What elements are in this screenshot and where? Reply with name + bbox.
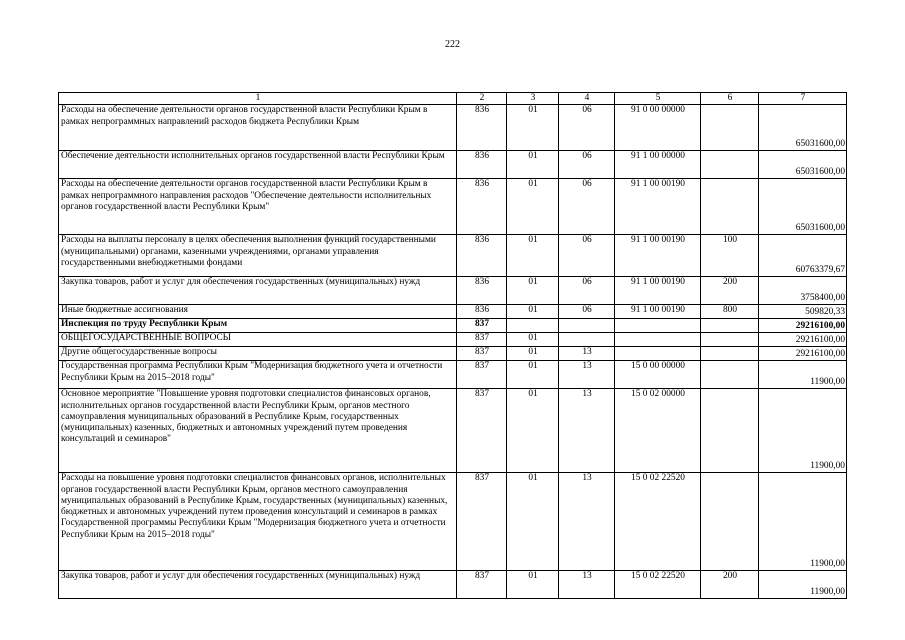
row-subsection: 06	[559, 235, 615, 277]
row-target-article: 15 0 02 22520	[615, 571, 701, 599]
row-section	[507, 319, 559, 333]
row-subsection: 06	[559, 179, 615, 235]
row-subsection: 06	[559, 105, 615, 151]
row-amount: 11900,00	[759, 389, 847, 473]
row-expense-type: 200	[701, 571, 759, 599]
table-row	[59, 389, 847, 473]
row-subsection: 06	[559, 305, 615, 319]
row-section: 01	[507, 179, 559, 235]
header-cell: 2	[457, 93, 507, 105]
row-grbs: 837	[457, 319, 507, 333]
row-amount: 509820,33	[759, 305, 847, 319]
row-section: 01	[507, 105, 559, 151]
table-row	[59, 473, 847, 571]
table-row	[59, 105, 847, 151]
row-name: Обеспечение деятельности исполнительных органов государственной власти Республики Крым	[59, 151, 457, 179]
table-row	[59, 333, 847, 347]
table-row	[59, 277, 847, 305]
row-amount: 29216100,00	[759, 333, 847, 347]
row-name: ОБЩЕГОСУДАРСТВЕННЫЕ ВОПРОСЫ	[59, 333, 457, 347]
row-target-article: 91 1 00 00000	[615, 151, 701, 179]
row-expense-type	[701, 151, 759, 179]
row-grbs: 837	[457, 347, 507, 361]
row-amount: 65031600,00	[759, 105, 847, 151]
header-cell: 1	[59, 93, 457, 105]
row-expense-type	[701, 473, 759, 571]
table-header-row	[59, 93, 847, 105]
row-amount: 60763379,67	[759, 235, 847, 277]
row-expense-type	[701, 361, 759, 389]
row-amount: 11900,00	[759, 571, 847, 599]
row-name: Расходы на выплаты персоналу в целях обеспечения выполнения функций государственными (муниципальными) органами, казенными учреждениями, органами управления государственными внебюджетными фондами	[59, 235, 457, 277]
row-expense-type	[701, 179, 759, 235]
table-row	[59, 151, 847, 179]
row-target-article: 15 0 02 22520	[615, 473, 701, 571]
table-row	[59, 235, 847, 277]
row-name: Основное мероприятие "Повышение уровня подготовки специалистов финансовых органов, исполнительных органов государственной власти Республики Крым, органов местного самоуправления муниципальных образований в Республике Крым, государственных (муниципальных) казенных, бюджетных и автономных учреждений путем проведения консультаций и семинаров"	[59, 389, 457, 473]
row-grbs: 837	[457, 361, 507, 389]
row-name: Расходы на повышение уровня подготовки специалистов финансовых органов, исполнительных органов государственной власти Республики Крым, органов местного самоуправления муниципальных образований в Республике Крым, государственных (муниципальных) казенных, бюджетных и автономных учреждений путем проведения консультаций и семинаров в рамках Государственной программы Республики Крым "Модернизация бюджетного учета и отчетности Республики Крым на 2015–2018 годы"	[59, 473, 457, 571]
row-name: Расходы на обеспечение деятельности органов государственной власти Республики Крым в рамках непрограммных направлений расходов бюджета Республики Крым	[59, 105, 457, 151]
row-expense-type	[701, 333, 759, 347]
row-section: 01	[507, 361, 559, 389]
row-grbs: 837	[457, 571, 507, 599]
table-row	[59, 305, 847, 319]
row-name: Закупка товаров, работ и услуг для обеспечения государственных (муниципальных) нужд	[59, 571, 457, 599]
row-amount: 65031600,00	[759, 151, 847, 179]
header-cell: 3	[507, 93, 559, 105]
row-subsection: 06	[559, 277, 615, 305]
row-target-article: 91 1 00 00190	[615, 305, 701, 319]
row-section: 01	[507, 389, 559, 473]
row-grbs: 836	[457, 105, 507, 151]
row-expense-type	[701, 105, 759, 151]
row-grbs: 836	[457, 305, 507, 319]
table-row	[59, 179, 847, 235]
row-subsection	[559, 319, 615, 333]
row-expense-type	[701, 389, 759, 473]
row-section: 01	[507, 277, 559, 305]
row-target-article	[615, 347, 701, 361]
row-grbs: 837	[457, 333, 507, 347]
row-section: 01	[507, 305, 559, 319]
row-grbs: 836	[457, 235, 507, 277]
table-row	[59, 571, 847, 599]
row-expense-type	[701, 319, 759, 333]
row-subsection: 13	[559, 361, 615, 389]
row-grbs: 836	[457, 179, 507, 235]
row-grbs: 837	[457, 473, 507, 571]
row-amount: 29216100,00	[759, 347, 847, 361]
row-target-article	[615, 333, 701, 347]
row-target-article: 91 1 00 00190	[615, 277, 701, 305]
row-amount: 3758400,00	[759, 277, 847, 305]
row-grbs: 837	[457, 389, 507, 473]
row-name: Закупка товаров, работ и услуг для обеспечения государственных (муниципальных) нужд	[59, 277, 457, 305]
row-target-article: 91 0 00 00000	[615, 105, 701, 151]
row-target-article	[615, 319, 701, 333]
row-section: 01	[507, 473, 559, 571]
row-name: Расходы на обеспечение деятельности органов государственной власти Республики Крым в рамках непрограммного направления расходов "Обеспечение деятельности исполнительных органов государственной власти Республики Крым"	[59, 179, 457, 235]
row-expense-type	[701, 347, 759, 361]
table-row	[59, 347, 847, 361]
row-section: 01	[507, 347, 559, 361]
row-section: 01	[507, 571, 559, 599]
row-expense-type: 200	[701, 277, 759, 305]
table-row	[59, 319, 847, 333]
row-amount: 11900,00	[759, 473, 847, 571]
row-amount: 11900,00	[759, 361, 847, 389]
row-subsection: 13	[559, 347, 615, 361]
row-amount: 29216100,00	[759, 319, 847, 333]
row-subsection: 13	[559, 389, 615, 473]
row-grbs: 836	[457, 151, 507, 179]
row-section: 01	[507, 333, 559, 347]
page-number: 222	[445, 39, 460, 50]
row-grbs: 836	[457, 277, 507, 305]
row-subsection	[559, 333, 615, 347]
row-name: Другие общегосударственные вопросы	[59, 347, 457, 361]
row-subsection: 06	[559, 151, 615, 179]
row-name: Государственная программа Республики Крым "Модернизация бюджетного учета и отчетности Республики Крым на 2015–2018 годы"	[59, 361, 457, 389]
row-target-article: 15 0 00 00000	[615, 361, 701, 389]
header-cell: 4	[559, 93, 615, 105]
table-row	[59, 361, 847, 389]
header-cell: 6	[701, 93, 759, 105]
row-section: 01	[507, 151, 559, 179]
row-expense-type: 100	[701, 235, 759, 277]
row-target-article: 91 1 00 00190	[615, 235, 701, 277]
row-name: Иные бюджетные ассигнования	[59, 305, 457, 319]
row-name: Инспекция по труду Республики Крым	[59, 319, 457, 333]
row-target-article: 91 1 00 00190	[615, 179, 701, 235]
row-section: 01	[507, 235, 559, 277]
row-target-article: 15 0 02 00000	[615, 389, 701, 473]
row-subsection: 13	[559, 473, 615, 571]
header-cell: 5	[615, 93, 701, 105]
row-subsection: 13	[559, 571, 615, 599]
row-expense-type: 800	[701, 305, 759, 319]
header-cell: 7	[759, 93, 847, 105]
budget-table	[58, 92, 847, 599]
row-amount: 65031600,00	[759, 179, 847, 235]
